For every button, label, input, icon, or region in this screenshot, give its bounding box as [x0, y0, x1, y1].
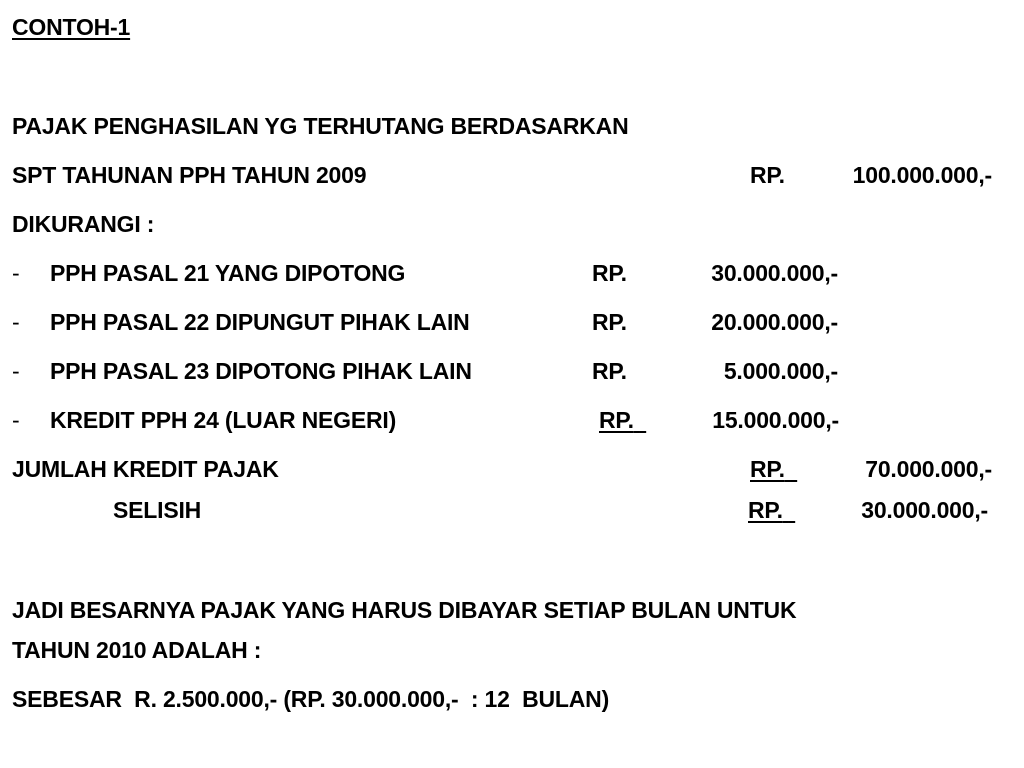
deduction-amount: 15.000.000,- [712, 407, 839, 433]
deduction-currency: RP. [592, 309, 627, 335]
bullet-dash: - [12, 358, 20, 384]
selisih-amount: 30.000.000,- [861, 497, 988, 523]
deduction-label: PPH PASAL 23 DIPOTONG PIHAK LAIN [50, 358, 472, 384]
conclusion-line: JADI BESARNYA PAJAK YANG HARUS DIBAYAR SETIAP BULAN UNTUK [12, 597, 797, 623]
deduction-currency: RP. [592, 260, 627, 286]
bullet-dash: - [12, 309, 20, 335]
selisih-underlined-amount [748, 496, 988, 524]
slide-heading: CONTOH-1 [12, 14, 131, 40]
deduction-currency: RP. [599, 407, 634, 433]
spt-amount: 100.000.000,- [852, 162, 992, 188]
deduction-amount: 30.000.000,- [711, 260, 838, 286]
total-currency: RP. [750, 456, 785, 482]
dikurangi-label: DIKURANGI : [12, 211, 155, 237]
total-underlined-amount [750, 455, 992, 483]
total-label: JUMLAH KREDIT PAJAK [12, 456, 279, 482]
selisih-currency: RP. [748, 497, 783, 523]
result-line: SEBESAR R. 2.500.000,- (RP. 30.000.000,- : 12 BULAN) [12, 686, 610, 712]
deduction-label: PPH PASAL 22 DIPUNGUT PIHAK LAIN [50, 309, 470, 335]
deduction-currency: RP. [592, 358, 627, 384]
deduction-amount: 5.000.000,- [723, 358, 838, 384]
deduction-amount: 20.000.000,- [711, 309, 838, 335]
deduction-label: KREDIT PPH 24 (LUAR NEGERI) [50, 407, 397, 433]
deduction-underlined-amount [599, 406, 839, 434]
spt-currency: RP. [750, 162, 785, 188]
selisih-label: SELISIH [113, 497, 202, 523]
conclusion-line: TAHUN 2010 ADALAH : [12, 637, 262, 663]
intro-line: PAJAK PENGHASILAN YG TERHUTANG BERDASARKAN [12, 113, 629, 139]
spt-label: SPT TAHUNAN PPH TAHUN 2009 [12, 162, 367, 188]
bullet-dash: - [12, 260, 20, 286]
deduction-label: PPH PASAL 21 YANG DIPOTONG [50, 260, 406, 286]
bullet-dash: - [12, 407, 20, 433]
total-amount: 70.000.000,- [865, 456, 992, 482]
